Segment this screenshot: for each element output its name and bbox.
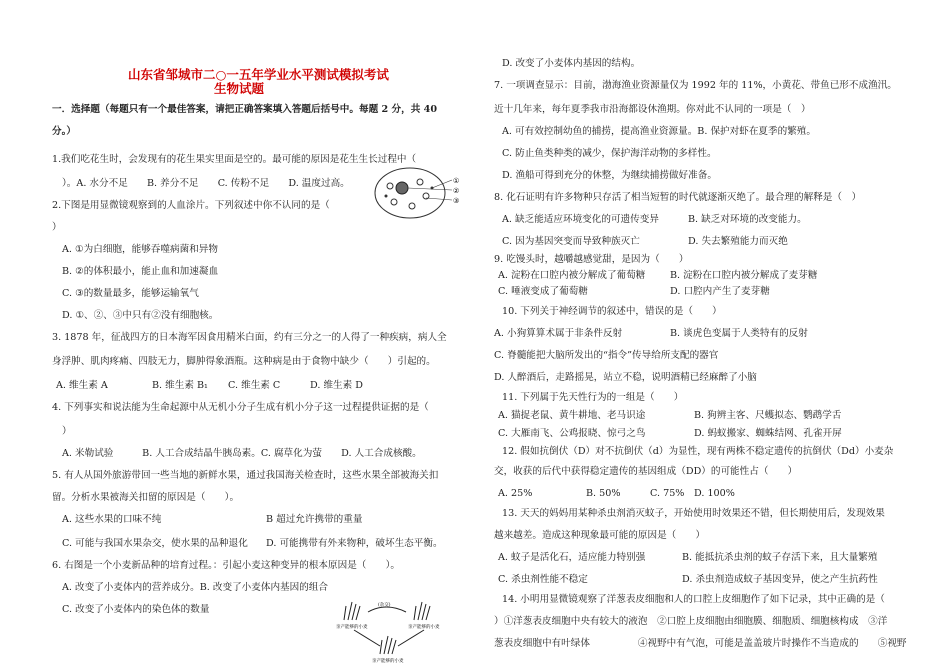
figure-cross-label: (杂交) (378, 603, 391, 608)
question-4-line-2: ） (62, 426, 72, 437)
figure-parent-label: 亲产能够的小麦 (336, 625, 368, 630)
question-3-option-d: D. 维生素 D (310, 380, 363, 391)
arrow-left (354, 630, 380, 646)
question-13-line-2: 越来越差。造成这种现象最可能的原因是（ ） (494, 530, 706, 541)
figure-parent-label: 亲产能够的小麦 (408, 625, 440, 630)
question-5-option-b: B 超过允许携带的重量 (266, 514, 363, 525)
question-5-line-2: 留。分析水果被海关扣留的原因是（ ）。 (52, 492, 240, 503)
question-10-option-b: B. 谈虎色变属于人类特有的反射 (670, 328, 808, 339)
question-10-option-d: D. 人醉酒后，走路摇晃，站立不稳，说明酒精已经麻醉了小脑 (494, 372, 757, 383)
red-blood-cell (391, 199, 397, 205)
question-7-line-2: 近十几年来，每年夏季我市沿海都设休渔期。你对此不认同的一项是（ ） (494, 104, 811, 115)
figure-label-1: ① (453, 177, 460, 185)
question-7-option-c: C. 防止鱼类种类的减少，保护海洋动物的多样性。 (502, 148, 717, 159)
question-3-line-1: 3. 1878 年，征战四方的日本海军因食用精米白面，约有三分之一的人得了一种疾病，病人全 (52, 332, 447, 343)
question-10-option-a: A. 小狗算算术属于非条件反射 (494, 328, 623, 339)
question-6-option-d: D. 改变了小麦体内基因的结构。 (502, 58, 641, 69)
wheat-plant-right (414, 602, 430, 620)
question-11-option-b: B. 狗辨主客、尺蠖拟态、鹦鹉学舌 (694, 410, 842, 421)
question-8-option-d: D. 失去繁殖能力而灭绝 (688, 236, 788, 247)
question-9-option-c: C. 唾液变成了葡萄糖 (498, 286, 588, 297)
question-3-option-a: A. 维生素 A (56, 380, 108, 391)
question-8-line-1: 8. 化石证明有许多物种只存活了相当短暂的时代就逐渐灭绝了。最合理的解释是（ ） (494, 192, 862, 203)
question-12-option-c: C. 75% (650, 488, 685, 499)
wheat-plant-offspring (380, 636, 396, 654)
question-12-option-d: D. 100% (694, 488, 735, 499)
wheat-breeding-figure (334, 596, 470, 668)
section-heading: 一．选择题（每题只有一个最佳答案，请把正确答案填入答题后括号中。每题 2 分，共 40 (52, 104, 438, 115)
question-10-option-c: C. 脊髓能把大脑所发出的“指令”传导给所支配的器官 (494, 350, 719, 361)
question-2-option-b: B. ②的体积最小，能止血和加速凝血 (62, 266, 219, 277)
platelet (385, 195, 388, 198)
question-1-stem: 1.我们吃花生时，会发现有的花生果实里面是空的。最可能的原因是花生生长过程中（ (52, 154, 417, 165)
question-14-line-2: ）①洋葱表皮细胞中央有较大的液泡 ②口腔上皮细胞由细胞膜、细胞质、细胞核构成 ③洋 (494, 616, 888, 627)
wheat-plant-left (344, 602, 360, 620)
question-13-option-b: B. 能抵抗杀虫剂的蚊子存活下来，且大量繁殖 (682, 552, 878, 563)
white-blood-cell (396, 182, 408, 194)
question-2-option-c: C. ③的数量最多，能够运输氧气 (62, 288, 199, 299)
question-3-option-b: B. 维生素 B₁ (152, 380, 208, 391)
question-7-line-1: 7. 一项调查显示：目前，渤海渔业资源量仅为 1992 年的 11%，小黄花、带鱼已形不成渔汛。 (494, 80, 897, 91)
question-3-line-2: 身浮肿、肌肉疼痛、四肢无力，脚肿得象酒瓶。这种病是由于食物中缺少（ ）引起的。 (52, 356, 436, 367)
question-11-line-1: 11. 下列属于先天性行为的一组是（ ） (502, 392, 684, 403)
question-2-paren: ） (52, 222, 62, 233)
arrow-right (398, 630, 424, 646)
question-3-option-c: C. 维生素 C (228, 380, 281, 391)
figure-offspring-label: 亲产能够的小麦 (372, 659, 404, 664)
exam-subtitle: 生物试题 (214, 81, 265, 96)
question-5-line-1: 5. 有人从国外旅游带回一些当地的新鲜水果，通过我国海关检查时，这些水果全部被海关扣 (52, 470, 439, 481)
question-5-option-a: A. 这些水果的口味不纯 (62, 514, 162, 525)
question-12-option-b: B. 50% (586, 488, 621, 499)
figure-label-3: ③ (453, 197, 460, 205)
question-6-option-c: C. 改变了小麦体内的染色体的数量 (62, 604, 210, 615)
question-2-option-d: D. ①、②、③中只有②没有细胞核。 (62, 310, 219, 321)
question-2-stem: 2.下图是用显微镜观察到的人血涂片。下列叙述中你不认同的是（ (52, 200, 330, 211)
question-4-options: A. 米勒试验 B. 人工合成结晶牛胰岛素。C. 腐草化为萤 D. 人工合成核酸。 (62, 448, 422, 459)
question-11-option-a: A. 猫捉老鼠、黄牛耕地、老马识途 (498, 410, 646, 421)
question-6-options-ab: A. 改变了小麦体内的营养成分。B. 改变了小麦体内基因的组合 (62, 582, 329, 593)
question-5-option-d: D. 可能携带有外来物种，破坏生态平衡。 (266, 538, 443, 549)
question-12-option-a: A. 25% (498, 488, 533, 499)
question-2-option-a: A. ①为白细胞，能够吞噬病菌和异物 (62, 244, 218, 255)
question-9-option-d: D. 口腔内产生了麦芽糖 (670, 286, 770, 297)
question-7-option-d: D. 渔船可得到充分的休整，为继续捕捞做好准备。 (502, 170, 717, 181)
question-5-option-c: C. 可能与我国水果杂交，使水果的品种退化 (62, 538, 248, 549)
question-8-option-b: B. 缺乏对环境的改变能力。 (688, 214, 807, 225)
microscope-field (375, 168, 445, 218)
question-14-line-1: 14. 小明用显微镜观察了洋葱表皮细胞和人的口腔上皮细胞作了如下记录，其中正确的是（ (502, 594, 885, 605)
question-13-option-a: A. 蚊子是活化石，适应能力特别强 (498, 552, 646, 563)
question-6-line-1: 6. 右图是一个小麦新品种的培育过程。：引起小麦这种变异的根本原因是（ ）。 (52, 560, 400, 571)
question-12-line-1: 12. 假如抗倒伏（D）对不抗倒伏（d）为显性，现有两株不稳定遗传的抗倒伏（Dd）小麦杂 (502, 446, 894, 457)
question-10-line-1: 10. 下列关于神经调节的叙述中，错误的是（ ） (502, 306, 722, 317)
question-13-option-c: C. 杀虫剂性能不稳定 (498, 574, 588, 585)
question-9-option-a: A. 淀粉在口腔内被分解成了葡萄糖 (498, 270, 646, 281)
question-9-option-b: B. 淀粉在口腔内被分解成了麦芽糖 (670, 270, 818, 281)
question-9-line-1: 9. 吃馒头时，越嚼越感觉甜，是因为（ ） (494, 254, 689, 265)
figure-label-2: ② (453, 187, 460, 195)
question-12-line-2: 交，收获的后代中获得稳定遗传的基因组成（DD）的可能性占（ ） (494, 466, 798, 477)
exam-title: 山东省邹城市二○一五年学业水平测试模拟考试 (128, 67, 389, 82)
red-blood-cell (387, 183, 393, 189)
question-11-option-c: C. 大雁南飞、公鸡报晓、惊弓之鸟 (498, 428, 646, 439)
question-1-options: ）。A. 水分不足 B. 养分不足 C. 传粉不足 D. 温度过高。 (62, 178, 350, 189)
question-11-option-d: D. 蚂蚁搬家、蜘蛛结网、孔雀开屏 (694, 428, 842, 439)
question-7-options-ab: A. 可有效控制幼鱼的捕捞，提高渔业资源量。B. 保护对虾在夏季的繁殖。 (502, 126, 816, 137)
question-13-option-d: D. 杀虫剂造成蚊子基因变异，使之产生抗药性 (682, 574, 878, 585)
blood-smear-figure (372, 166, 470, 222)
red-blood-cell (417, 179, 423, 185)
question-8-option-a: A. 缺乏能适应环境变化的可遗传变异 (502, 214, 659, 225)
red-blood-cell (409, 203, 415, 209)
section-heading-cont: 分。） (52, 126, 76, 137)
question-8-option-c: C. 因为基因突变而导致种族灭亡 (502, 236, 640, 247)
question-13-line-1: 13. 天天的妈妈用某种杀虫剂消灭蚊子，开始使用时效果还不错，但长期使用后，发现效果 (502, 508, 885, 519)
question-4-line-1: 4. 下列事实和说法能为生命起源中从无机小分子生成有机小分子这一过程提供证据的是（ (52, 402, 429, 413)
question-14-line-3: 葱表皮细胞中有叶绿体 ④视野中有气泡，可能是盖盖玻片时操作不当造成的 ⑤视野 (494, 638, 907, 649)
